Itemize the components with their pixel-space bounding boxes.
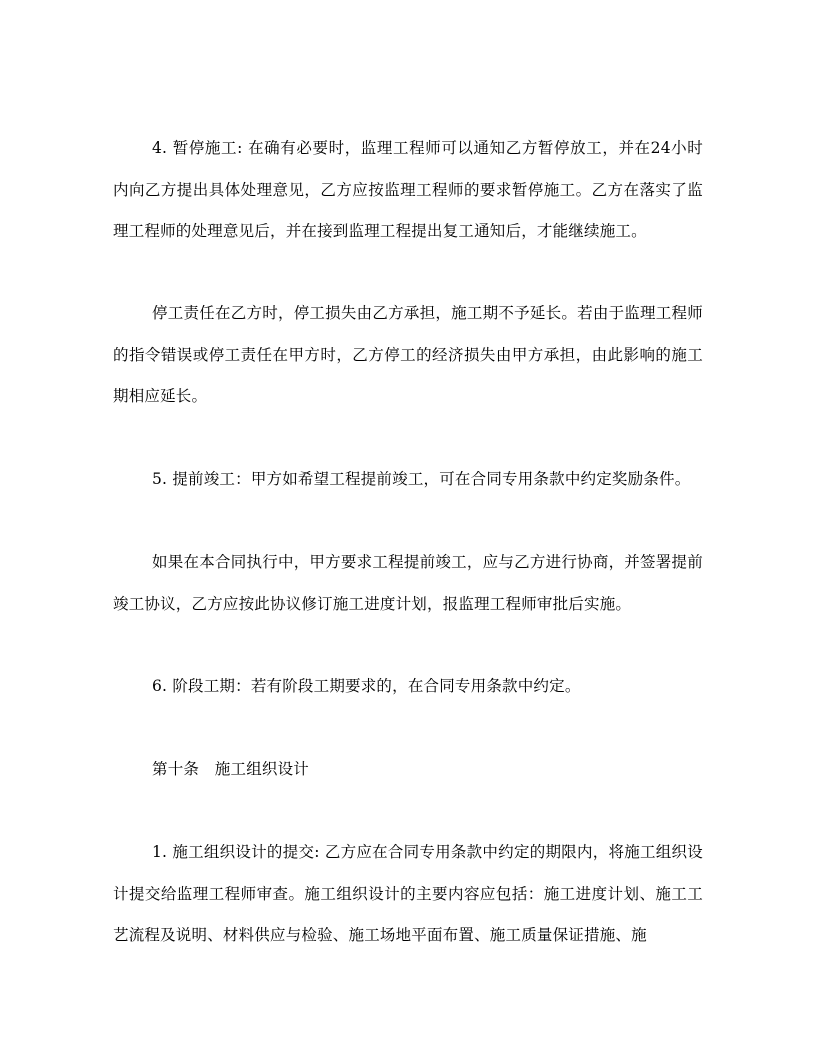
paragraph-suspension-responsibility: 停工责任在乙方时，停工损失由乙方承担，施工期不予延长。若由于监理工程师的指令错误或停工责任在甲方时，乙方停工的经济损失由甲方承担，由此影响的施工期相应延长。 bbox=[113, 304, 703, 405]
paragraph-early-completion-agreement: 如果在本合同执行中，甲方要求工程提前竣工，应与乙方进行协商，并签署提前竣工协议，乙方应按此协议修订施工进度计划，报监理工程师审批后实施。 bbox=[113, 553, 703, 613]
article-heading: 第十条 施工组织设计 bbox=[152, 760, 310, 778]
paragraph-suspension-of-work: 4. 暂停施工: 在确有必要时，监理工程师可以通知乙方暂停放工，并在24小时内向乙方提出具体处理意见，乙方应按监理工程师的要求暂停施工。乙方在落实了监理工程师的处理意见后，并在接到监理工程提出复工通知后，才能继续施工。 bbox=[113, 139, 703, 240]
paragraph-early-completion: 5. 提前竣工：甲方如希望工程提前竣工，可在合同专用条款中约定奖励条件。 bbox=[152, 470, 691, 488]
paragraph-construction-design-submission: 1. 施工组织设计的提交: 乙方应在合同专用条款中约定的期限内，将施工组织设计提交给监理工程师审查。施工组织设计的主要内容应包括：施工进度计划、施工工艺流程及说明、材料供应与检验、施工场地平面布置、施工质量保证措施、施 bbox=[113, 843, 703, 944]
paragraph-stage-schedule: 6. 阶段工期：若有阶段工期要求的，在合同专用条款中约定。 bbox=[152, 677, 581, 695]
